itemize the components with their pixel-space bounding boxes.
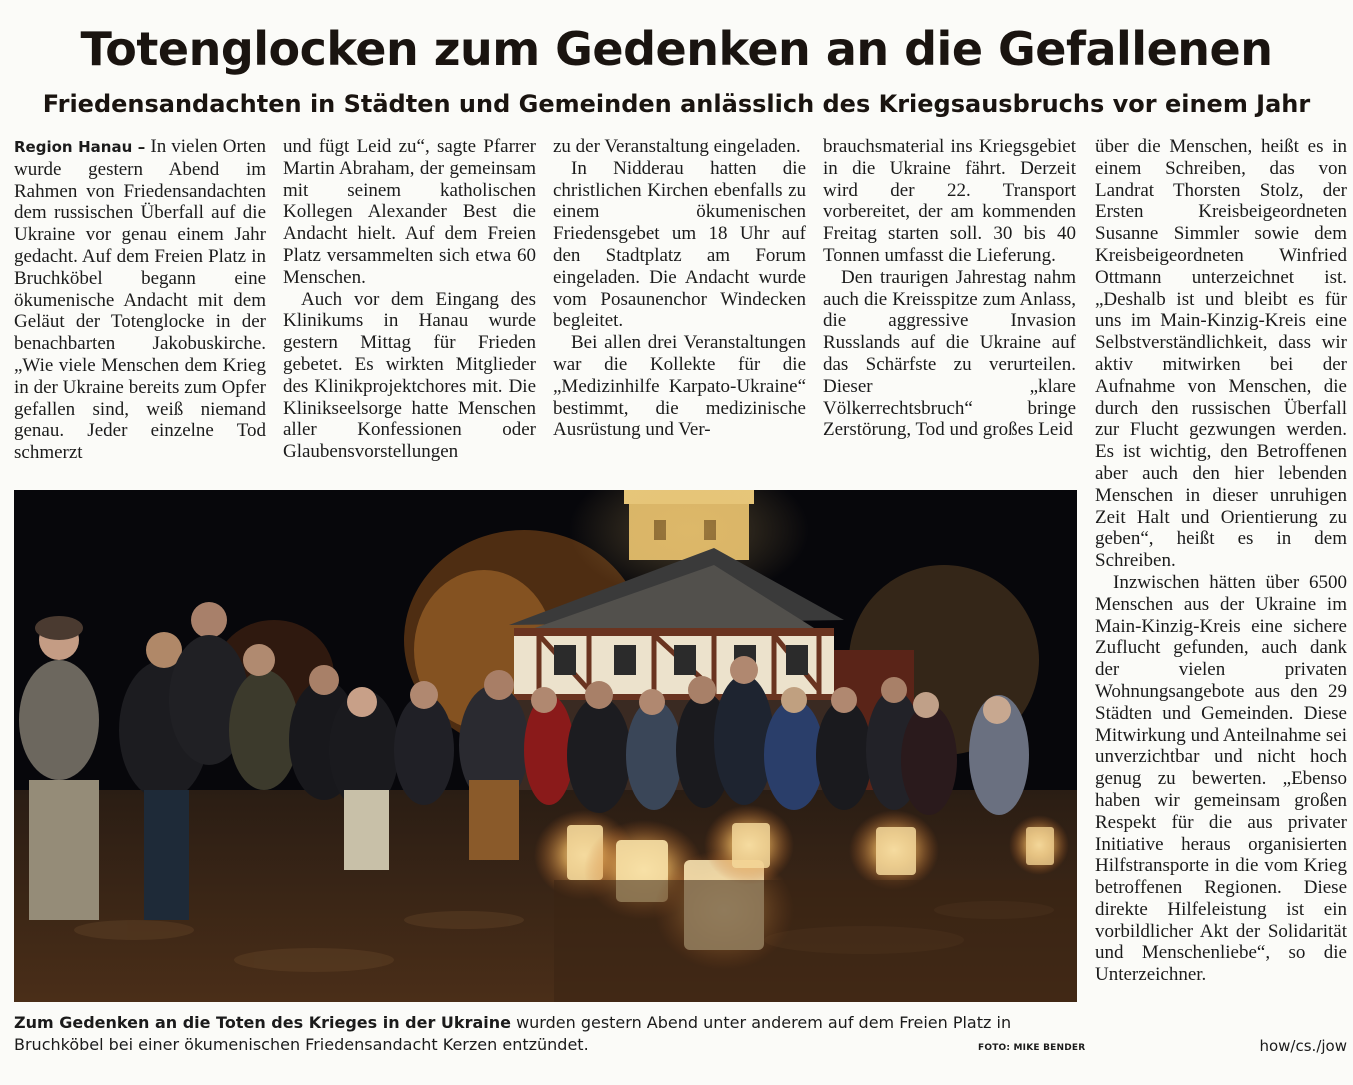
article-paragraph: und fügt Leid zu“, sagte Pfarrer Martin Abraham, der gemeinsam mit seinem katholischen Kollegen Alexander Best die Andacht hielt. Auf dem Freien Platz versammelten sich etwa 60 Menschen. [283,136,536,288]
article-paragraph: Den traurigen Jahrestag nahm auch die Kreisspitze zum Anlass, die aggressive Invasion Russlands auf die Ukraine auf das Schärfste zu verurteilen. Dieser „klare Völkerrechtsbruch“ bringe Zerstörung, Tod und großes Leid [823,266,1076,441]
article-paragraph: Inzwischen hätten über 6500 Menschen aus der Ukraine im Main-Kinzig-Kreis eine sichere Zuflucht gefunden, auch dank der vielen privaten Wohnungsangebote aus den 29 Städten und Gemeinden. Diese Mitwirkung und Anteilnahme sei unverzichtbar und nicht hoch genug zu bewerten. „Ebenso haben wir gemeinsam großen Respekt für die aus privater Initiative heraus organisierten Hilfstransporte in die vom Krieg betroffenen Regionen. Diese direkte Hilfeleistung ist ein vorbildlicher Akt der Solidarität und Menschenliebe“, so die Unterzeichner. [1095,571,1347,986]
article-column-2 [283,136,536,463]
article-paragraph: Region Hanau – In vielen Orten wurde gestern Abend im Rahmen von Friedensandachten dem russischen Überfall auf die Ukraine vor genau einem Jahr gedacht. Auf dem Freien Platz in Bruchköbel begann eine ökumenische Andacht mit dem Geläut der Totenglocke in der benachbarten Jakobuskirche. „Wie viele Menschen dem Krieg in der Ukraine bereits zum Opfer gefallen sind, weiß niemand genau. Jeder einzelne Tod schmerzt [14,136,267,464]
article-column-5 [1095,136,1347,986]
article-paragraph: zu der Veranstaltung eingeladen. [553,136,801,157]
night-vigil-photo [14,490,1077,1002]
article-paragraph: In Nidderau hatten die christlichen Kirchen ebenfalls zu einem ökumenischen Friedensgebet um 18 Uhr auf den Stadtplatz am Forum eingeladen. Die Andacht wurde vom Posaunenchor Windecken begleitet. [553,157,806,332]
article-paragraph: Bei allen drei Veranstaltungen war die Kollekte für die „Medizinhilfe Karpato-Ukraine“ bestimmt, die medizinische Ausrüstung und Ver- [553,332,806,441]
article-column-1 [14,136,266,464]
photo-caption [14,1012,1077,1056]
photo-credit: FOTO: MIKE BENDER [978,1043,1086,1053]
article-paragraph: über die Menschen, heißt es in einem Schreiben, das von Landrat Thorsten Stolz, der Ersten Kreisbeigeordneten Susanne Simmler sowie dem Kreisbeigeordneten Winfried Ottmann unterzeichnet ist. „Deshalb ist und bleibt es für uns im Main-Kinzig-Kreis eine Selbstverständlichkeit, dass wir aktiv mitwirken bei der Aufnahme von Menschen, die durch den russischen Überfall zur Flucht gezwungen werden. Es ist wichtig, den Betroffenen aber auch den hier lebenden Menschen in dieser unruhigen Zeit Halt und Orientierung zu geben“, heißt es in dem Schreiben. [1095,136,1347,572]
article-subheadline: Friedensandachten in Städten und Gemeinden anlässlich des Kriegsausbruchs vor einem Jahr [42,90,1311,118]
article-headline: Totenglocken zum Gedenken an die Gefallenen [80,22,1273,76]
article-photo [14,490,1077,1002]
author-initials: how/cs./jow [1259,1037,1347,1055]
dateline: Region Hanau – [14,138,146,156]
article-column-4 [823,136,1076,441]
caption-text: wurden gestern Abend unter anderem auf dem Freien Platz in Bruchköbel bei einer ökumenischen Friedensandacht Kerzen entzündet. [14,1013,1012,1054]
article-paragraph: brauchsmaterial ins Kriegsgebiet in die Ukraine fährt. Derzeit wird der 22. Transport vorbereitet, der am kommenden Freitag starten soll. 30 bis 40 Tonnen umfasst die Lieferung. [823,136,1076,266]
article-column-3 [553,136,806,441]
caption-lead: Zum Gedenken an die Toten des Krieges in der Ukraine [14,1013,511,1032]
article-paragraph: Auch vor dem Eingang des Klinikums in Hanau wurde gestern Mittag für Frieden gebetet. Es wirkten Mitglieder des Klinikprojektchores mit. Die Klinikseelsorge hatte Menschen aller Konfessionen oder Glaubensvorstellungen [283,288,536,463]
